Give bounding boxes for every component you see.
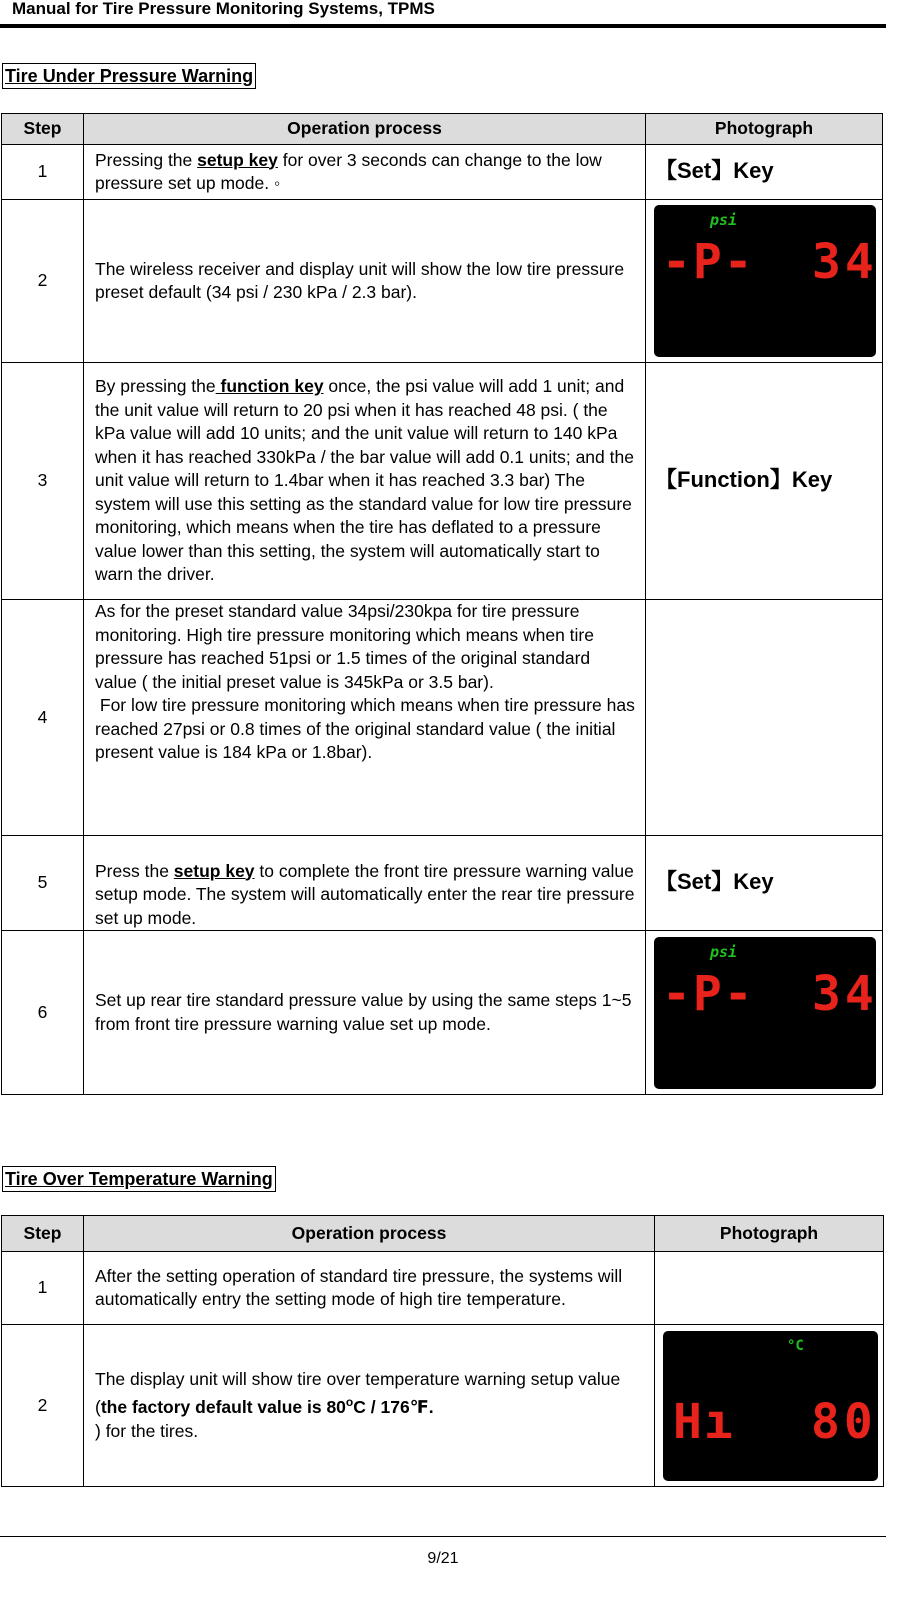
setup-key-term: setup key	[197, 149, 278, 170]
col-step: Step	[2, 114, 84, 145]
col-operation: Operation process	[84, 1216, 655, 1252]
table-row	[2, 363, 883, 600]
lcd-unit-celsius: °C	[787, 1337, 804, 1354]
operation-text: Press the setup key to complete the front tire pressure warning value setup mode. The system will automatically enter the rear tire pressure set up mode.	[84, 836, 646, 931]
table-header-row	[2, 114, 883, 145]
lcd-unit-psi: psi	[710, 211, 738, 229]
photo-cell	[646, 363, 883, 600]
step-number: 4	[2, 600, 84, 836]
photo-cell	[646, 931, 883, 1095]
photo-cell	[646, 200, 883, 363]
col-operation: Operation process	[84, 114, 646, 145]
lcd-right-readout: 34	[812, 965, 878, 1022]
under-pressure-table	[1, 113, 883, 1095]
page-number: 9/21	[427, 1550, 459, 1567]
photo-cell	[655, 1325, 884, 1487]
photo-cell	[646, 600, 883, 836]
operation-text: As for the preset standard value 34psi/230kpa for tire pressure monitoring. High tire pressure monitoring which means when tire pressure has reached 51psi or 1.5 times of the original standard value ( the initial preset value is 345kPa or 3.5 bar). For low tire pressure monitoring which means when tire pressure has reached 27psi or 0.8 times of the original standard value ( the initial present value is 184 kPa or 1.8bar).	[84, 600, 646, 836]
lcd-display-photo	[654, 937, 876, 1089]
header-title: Manual for Tire Pressure Monitoring Systems, TPMS	[12, 0, 435, 18]
table-row	[2, 931, 883, 1095]
step-number: 2	[2, 1325, 84, 1487]
section-title-over-temperature: Tire Over Temperature Warning	[2, 1166, 276, 1192]
set-key-label: 【Set】Key	[655, 158, 774, 184]
over-temperature-table	[1, 1215, 884, 1487]
col-step: Step	[2, 1216, 84, 1252]
lcd-left-readout: Hı	[673, 1393, 735, 1450]
table-row	[2, 600, 883, 836]
lcd-right-readout: 34	[812, 234, 878, 290]
operation-text: The display unit will show tire over temperature warning setup value (the factory default value is 80$^o$C / 176℉. ) for the tires.	[84, 1325, 655, 1487]
lcd-display-photo	[663, 1331, 878, 1481]
footer-divider	[0, 1536, 886, 1537]
step-number: 5	[2, 836, 84, 931]
setup-key-term: setup key	[173, 860, 255, 881]
col-photograph: Photograph	[646, 114, 883, 145]
section-title-under-pressure: Tire Under Pressure Warning	[2, 63, 256, 89]
operation-text: Pressing the setup key for over 3 seconds can change to the low pressure set up mode. ◦	[84, 145, 646, 200]
lcd-left-readout: -P-	[662, 965, 755, 1022]
table-row	[2, 145, 883, 200]
lcd-unit-psi: psi	[710, 942, 738, 961]
lcd-display-photo	[654, 205, 876, 357]
table-header-row	[2, 1216, 884, 1252]
step-number: 1	[2, 1252, 84, 1325]
function-key-term: function key	[215, 376, 324, 397]
page-header	[0, 0, 886, 28]
function-key-label: 【Function】Key	[655, 467, 833, 493]
operation-text: By pressing the function key once, the psi value will add 1 unit; and the unit value will return to 20 psi when it has reached 48 psi. ( the kPa value will add 10 units; and the unit value will return to 140 kPa when it has reached 330kPa / the bar value will add 0.1 units; and the unit value will return to 1.4bar when it has reached 3.3 bar) The system will use this setting as the standard value for low tire pressure monitoring, which means when the tire has deflated to a pressure value lower than this setting, the system will automatically start to warn the driver.	[84, 363, 646, 600]
lcd-right-readout: 80	[811, 1393, 877, 1450]
col-photograph: Photograph	[655, 1216, 884, 1252]
photo-cell	[646, 145, 883, 200]
step-number: 3	[2, 363, 84, 600]
step-number: 1	[2, 145, 84, 200]
step-number: 6	[2, 931, 84, 1095]
operation-text: After the setting operation of standard tire pressure, the systems will automatically entry the setting mode of high tire temperature.	[84, 1252, 655, 1325]
table-row	[2, 836, 883, 931]
table-row	[2, 1325, 884, 1487]
table-row	[2, 200, 883, 363]
photo-cell	[655, 1252, 884, 1325]
lcd-left-readout: -P-	[662, 234, 755, 290]
set-key-label: 【Set】Key	[655, 869, 774, 895]
step-number: 2	[2, 200, 84, 363]
operation-text: Set up rear tire standard pressure value by using the same steps 1~5 from front tire pressure warning value set up mode.	[84, 931, 646, 1095]
photo-cell	[646, 836, 883, 931]
operation-text: The wireless receiver and display unit will show the low tire pressure preset default (34 psi / 230 kPa / 2.3 bar).	[84, 200, 646, 363]
table-row	[2, 1252, 884, 1325]
